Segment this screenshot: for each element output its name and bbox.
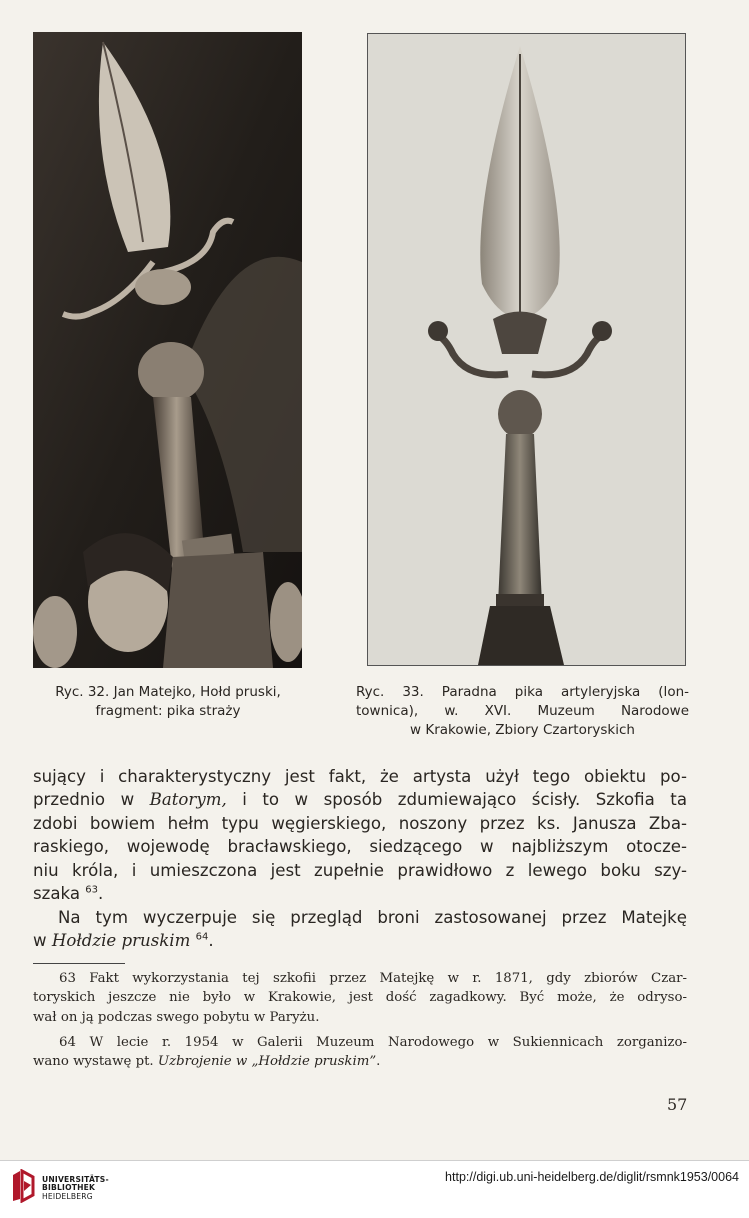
caption-line: fragment: pika straży: [95, 703, 241, 719]
body-paragraph-1: [33, 765, 687, 905]
italic-title-batory: Batorym,: [149, 790, 227, 810]
text-line: sujący i charakterystyczny jest fakt, że artysta użył tego obiektu po-: [33, 767, 687, 786]
italic-title-hold-pruski: Hołdzie pruskim: [51, 931, 191, 951]
logo-line: HEIDELBERG: [42, 1191, 93, 1201]
text-line: [33, 788, 687, 811]
text-line: [33, 929, 687, 952]
text-line: raskiego, wojewodę bracławskiego, siedzącego w najbliższym otocze-: [33, 837, 687, 857]
text-run: przednio w: [33, 790, 150, 810]
university-library-logo-icon[interactable]: [10, 1169, 36, 1203]
text-run: .: [376, 1054, 381, 1070]
footnote-63: [33, 969, 687, 1027]
caption-line: Ryc. 33. Paradna pika artyleryjska (lon-: [356, 684, 689, 700]
figure-33-caption: [356, 683, 689, 740]
body-paragraph-2: [33, 906, 687, 953]
logo-line: UNIVERSITÄTS-: [42, 1175, 109, 1184]
text-run: .: [98, 884, 104, 904]
logo-line: BIBLIOTHEK: [42, 1183, 96, 1193]
parade-pike-image: [368, 34, 685, 665]
footnote-ref-64[interactable]: 64: [195, 931, 209, 943]
text-run: wano wystawę pt.: [33, 1054, 158, 1070]
figure-33-photo: [367, 33, 686, 666]
footnote-line: 64 W lecie r. 1954 w Galerii Muzeum Narodowego w Sukiennicach zorganizo-: [59, 1035, 687, 1050]
footnote-divider: [33, 963, 125, 964]
text-run: i to w sposób zdumiewająco ścisły. Szkofia ta: [226, 790, 687, 810]
caption-line: townica), w. XVI. Muzeum Narodowe: [356, 703, 689, 719]
library-logo-text[interactable]: [42, 1176, 109, 1201]
text-line: zdobi bowiem hełm typu węgierskiego, noszony przez ks. Janusza Zba-: [33, 813, 687, 833]
page-number: 57: [667, 1095, 688, 1114]
viewer-footer: [0, 1160, 749, 1218]
footnote-ref-63[interactable]: 63: [85, 884, 99, 896]
text-line: Na tym wyczerpuje się przegląd broni zastosowanej przez Matejkę: [58, 908, 687, 927]
text-run: szaka: [33, 884, 81, 904]
text-run: .: [208, 931, 214, 951]
caption-line: Ryc. 32. Jan Matejko, Hołd pruski,: [55, 684, 281, 700]
figure-32-caption: [33, 683, 303, 721]
text-line: [33, 882, 687, 905]
text-run: w: [33, 931, 52, 951]
permalink-url[interactable]: http://digi.ub.uni-heidelberg.de/diglit/rsmnk1953/0064: [445, 1170, 739, 1184]
caption-line: w Krakowie, Zbiory Czartoryskich: [410, 722, 635, 738]
pike-painting-image: [33, 32, 302, 668]
figure-32-photo: [33, 32, 302, 668]
text-line: niu króla, i umieszczona jest zupełnie prawidłowo z lewego boku szy-: [33, 860, 687, 880]
footnote-line: 63 Fakt wykorzystania tej szkofii przez Matejkę w r. 1871, gdy zbiorów Czar-: [59, 971, 687, 986]
footnote-line: [33, 1052, 687, 1071]
footnote-line: toryskich jeszcze nie było w Krakowie, jest dość zagadkowy. Być może, że odryso-: [33, 990, 687, 1006]
italic-exhibition-title: Uzbrojenie w „Hołdzie pruskim”: [157, 1054, 377, 1070]
footnote-line: wał on ją podczas swego pobytu w Paryżu.: [33, 1009, 320, 1025]
footnote-64: [33, 1033, 687, 1072]
